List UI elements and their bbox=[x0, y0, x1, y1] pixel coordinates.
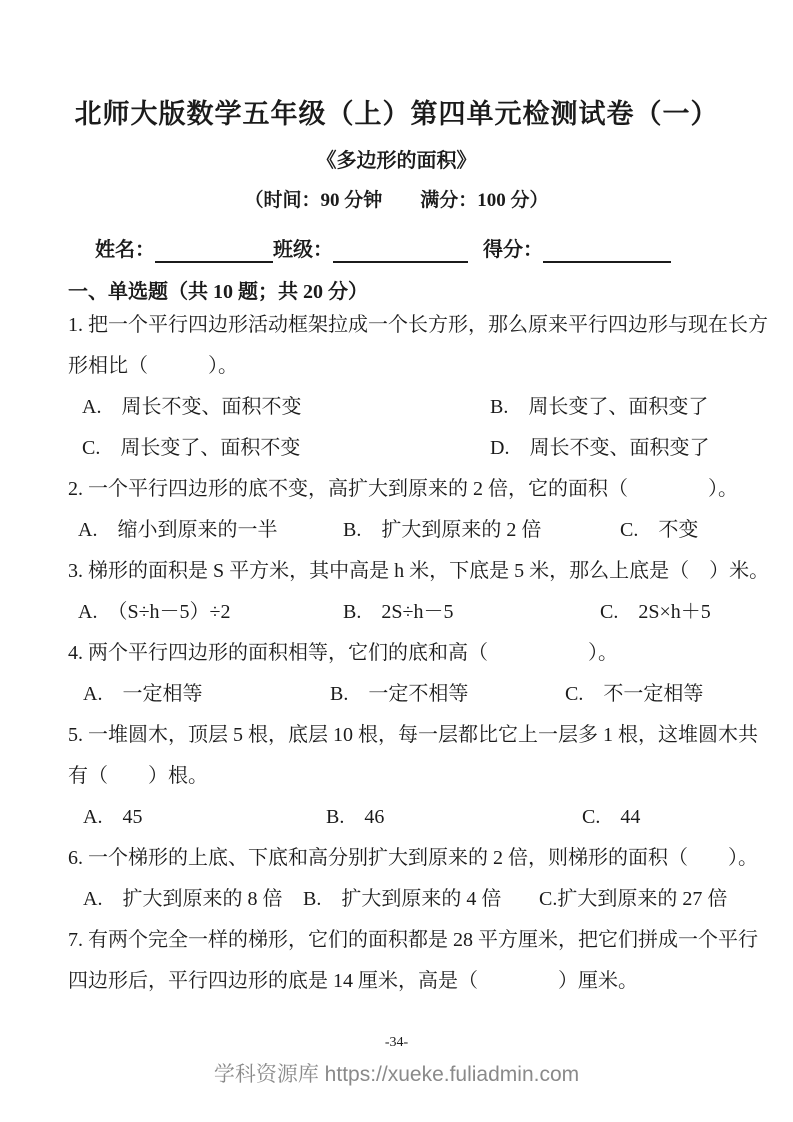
q3-text-line1: 3. 梯形的面积是 S 平方米，其中高是 h 米，下底是 5 米，那么上底是（ ）米。 bbox=[68, 560, 770, 582]
q2-text-line1: 2. 一个平行四边形的底不变，高扩大到原来的 2 倍，它的面积（ ）。 bbox=[68, 478, 738, 500]
q5-option-c: C. 44 bbox=[582, 806, 641, 828]
q5-text-line2: 有（ ）根。 bbox=[68, 765, 208, 787]
q7-text-line2: 四边形后，平行四边形的底是 14 厘米，高是（ ）厘米。 bbox=[68, 970, 638, 992]
class-blank-field[interactable] bbox=[333, 237, 468, 263]
q6-text-line1: 6. 一个梯形的上底、下底和高分别扩大到原来的 2 倍，则梯形的面积（ ）。 bbox=[68, 847, 758, 869]
q4-option-a: A. 一定相等 bbox=[83, 683, 203, 705]
score-blank-field[interactable] bbox=[543, 237, 671, 263]
page-number: -34- bbox=[384, 1035, 409, 1050]
q3-option-c: C. 2S×h＋5 bbox=[600, 601, 711, 623]
exam-info-line: （时间：90 分钟 满分：100 分） bbox=[244, 190, 549, 211]
q5-text-line1: 5. 一堆圆木，顶层 5 根，底层 10 根，每一层都比它上一层多 1 根，这堆圆木共 bbox=[68, 724, 758, 746]
score-label: 得分： bbox=[483, 239, 543, 261]
q3-option-a: A. （S÷h－5）÷2 bbox=[78, 601, 231, 623]
q1-option-c: C. 周长变了、面积不变 bbox=[82, 437, 301, 459]
name-blank-field[interactable] bbox=[155, 237, 273, 263]
q1-text-line2: 形相比（ ）。 bbox=[68, 355, 238, 377]
q1-option-a: A. 周长不变、面积不变 bbox=[82, 396, 302, 418]
q5-option-b: B. 46 bbox=[326, 806, 385, 828]
q1-options-row-1 bbox=[0, 387, 793, 428]
q2-option-a: A. 缩小到原来的一半 bbox=[78, 519, 278, 541]
q5-option-a: A. 45 bbox=[83, 806, 143, 828]
q2-option-b: B. 扩大到原来的 2 倍 bbox=[343, 519, 542, 541]
q4-option-b: B. 一定不相等 bbox=[330, 683, 469, 705]
q1-text-line1: 1. 把一个平行四边形活动框架拉成一个长方形，那么原来平行四边形与现在长方 bbox=[68, 314, 768, 336]
q4-options-row bbox=[0, 674, 793, 715]
class-label: 班级： bbox=[273, 239, 333, 261]
q1-option-d: D. 周长不变、面积变了 bbox=[490, 437, 710, 459]
q7-text-line1: 7. 有两个完全一样的梯形，它们的面积都是 28 平方厘米，把它们拼成一个平行 bbox=[68, 929, 758, 951]
q2-option-c: C. 不变 bbox=[620, 519, 699, 541]
name-label: 姓名： bbox=[95, 239, 155, 261]
student-info-row bbox=[95, 233, 793, 263]
site-watermark: 学科资源库 https://xueke.fuliadmin.com bbox=[213, 1063, 580, 1086]
q1-options-row-2 bbox=[0, 428, 793, 469]
section-header-single-choice: 一、单选题（共 10 题；共 20 分） bbox=[68, 281, 368, 303]
q4-text-line1: 4. 两个平行四边形的面积相等，它们的底和高（ ）。 bbox=[68, 642, 618, 664]
q5-options-row bbox=[0, 797, 793, 838]
q6-option-b: B. 扩大到原来的 4 倍 bbox=[303, 888, 502, 910]
q6-option-c: C.扩大到原来的 27 倍 bbox=[539, 888, 728, 910]
q6-options-row bbox=[0, 879, 793, 920]
paper-subtitle: 《多边形的面积》 bbox=[316, 150, 477, 172]
page-title: 北师大版数学五年级（上）第四单元检测试卷（一） bbox=[74, 99, 719, 129]
q3-option-b: B. 2S÷h－5 bbox=[343, 601, 454, 623]
q3-options-row bbox=[0, 592, 793, 633]
q2-options-row bbox=[0, 510, 793, 551]
q1-option-b: B. 周长变了、面积变了 bbox=[490, 396, 709, 418]
questions-block bbox=[0, 305, 793, 1002]
q4-option-c: C. 不一定相等 bbox=[565, 683, 704, 705]
q6-option-a: A. 扩大到原来的 8 倍 bbox=[83, 888, 283, 910]
